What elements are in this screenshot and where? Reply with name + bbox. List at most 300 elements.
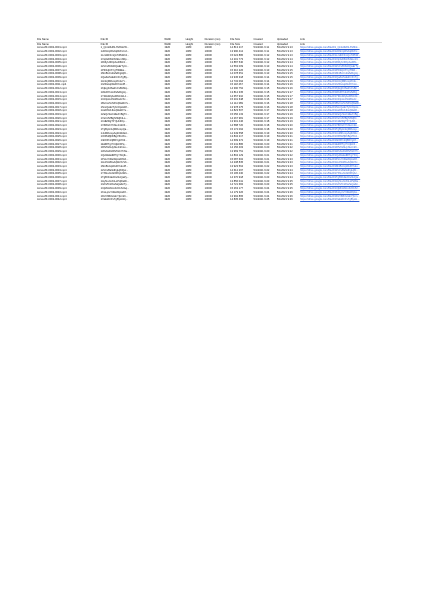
file-link[interactable]: https://drive.google.com/file/d/1xD9ntpWvKqRzFc... <box>300 50 360 54</box>
table-cell: 5/1/2021 9:19 <box>253 135 270 139</box>
table-cell: 10000 <box>204 183 212 187</box>
table-cell: 5/1/2021 9:15 <box>253 94 270 98</box>
table-cell: 1920 <box>164 94 171 98</box>
column-header[interactable]: Duration (ms) <box>204 38 229 42</box>
table-cell: Arcus-8F-0002-0001.mp4 <box>37 46 67 50</box>
table-cell: 5/1/2021 9:11 <box>253 50 270 54</box>
file-link[interactable]: https://drive.google.com/file/d/1PoIuYtReWqAsDf... <box>300 157 359 161</box>
table-cell: 14 238 835 <box>230 161 244 165</box>
table-cell: 5/1/2021 9:21 <box>253 161 270 165</box>
table-cell: 5/1/2021 9:22 <box>276 146 293 150</box>
column-subheader: Uploaded <box>276 42 288 46</box>
table-cell: 1920 <box>164 101 171 105</box>
table-cell: 13 887 540 <box>230 61 244 65</box>
file-link[interactable]: https://drive.google.com/file/d/1QaZwSxEdCrFvTg... <box>300 76 360 80</box>
table-cell: 1080 <box>185 187 192 191</box>
file-link[interactable]: https://drive.google.com/file/d/1GfDsAqWeRtYuIo... <box>300 83 359 87</box>
table-cell: 5/1/2021 9:17 <box>276 90 293 94</box>
table-cell: Arcus-8F-0002-0035.mp4 <box>37 172 67 176</box>
table-cell: 1080 <box>185 46 192 50</box>
table-cell: 1080 <box>185 183 192 187</box>
table-cell: 10000 <box>204 135 212 139</box>
table-cell: 1080 <box>185 124 192 128</box>
table-cell: 5/1/2021 9:20 <box>253 150 270 154</box>
table-cell: 1080 <box>185 64 192 68</box>
table-cell: 10000 <box>204 187 212 191</box>
table-cell: 10000 <box>204 109 212 113</box>
table-cell: 1920 <box>164 57 171 61</box>
table-cell: 15 263 177 <box>230 187 244 191</box>
table-cell: 1080 <box>185 113 192 117</box>
table-cell: 5/1/2021 9:11 <box>253 46 270 50</box>
table-cell: 5/1/2021 9:18 <box>253 120 270 124</box>
file-link[interactable]: https://drive.google.com/file/d/1KjHgFdSaZxCvBn... <box>300 87 360 91</box>
file-link[interactable]: https://drive.google.com/file/d/1TgBrFvEdCwSxQa... <box>300 176 361 180</box>
table-cell: 14 370 918 <box>230 176 244 180</box>
table-cell: 5/1/2021 9:20 <box>276 127 293 131</box>
table-cell: 5/1/2021 9:22 <box>276 153 293 157</box>
column-header[interactable]: Created <box>252 38 275 42</box>
column-subheader: File Name <box>37 42 49 46</box>
table-cell: 14 114 389 <box>230 101 243 105</box>
table-cell: 10000 <box>204 138 212 142</box>
file-link[interactable]: https://drive.google.com/file/d/1UjMnHbGvFcDxSz... <box>300 187 360 191</box>
table-cell: 10000 <box>204 113 212 117</box>
table-cell: 14 699 372 <box>230 138 244 142</box>
table-cell: Arcus-8F-0002-0028.mp4 <box>37 146 67 150</box>
table-cell: 5/1/2021 9:22 <box>253 168 270 172</box>
table-cell: 1920 <box>164 142 171 146</box>
table-head <box>36 38 382 46</box>
table-cell: 1920 <box>164 135 171 139</box>
table-cell: 10000 <box>204 61 212 65</box>
table-cell: 10000 <box>204 131 212 135</box>
table-cell: 1QaWsEdRfTgYhUjIk... <box>100 153 128 157</box>
table-cell: 10000 <box>204 161 212 165</box>
table-cell: 1080 <box>185 105 192 109</box>
table-cell: 5/1/2021 9:17 <box>253 113 270 117</box>
table-cell: 5/1/2021 9:24 <box>276 172 293 176</box>
table-cell: 14 835 493 <box>230 198 244 202</box>
table-cell: 5/1/2021 9:17 <box>276 94 293 98</box>
table-cell: 1080 <box>185 98 192 102</box>
table-cell: 1080 <box>185 172 192 176</box>
table-cell: 1920 <box>164 168 171 172</box>
table-cell: 14 078 651 <box>230 72 244 76</box>
table-cell: 10000 <box>204 194 212 198</box>
table-cell: 5/1/2021 9:17 <box>253 116 270 120</box>
file-link[interactable]: https://drive.google.com/file/d/1MnBvCqWeRtYuIo... <box>300 164 360 168</box>
table-cell: 1TgBrFvEdCwSxQaZy... <box>100 176 129 180</box>
table-cell: Arcus-8F-0002-0012.mp4 <box>37 87 67 91</box>
column-header[interactable]: Link <box>299 38 382 42</box>
table-cell: 1920 <box>164 61 171 65</box>
table-cell: 1920 <box>164 190 171 194</box>
table-cell: 10000 <box>204 120 212 124</box>
table-cell: 10000 <box>204 150 212 154</box>
table-cell: 5/1/2021 9:19 <box>276 120 293 124</box>
table-cell: 5/1/2021 9:18 <box>276 109 293 113</box>
file-link[interactable]: https://drive.google.com/file/d/1IkOlPmNjBhVgCf... <box>300 138 359 142</box>
table-cell: 5/1/2021 9:19 <box>253 138 270 142</box>
table-cell: Arcus-8F-0002-0015.mp4 <box>37 98 67 102</box>
table-cell: 1KoLpIuYtReWqAsDf... <box>100 190 128 194</box>
file-link[interactable]: https://drive.google.com/file/d/1Vq3sDfGh8JkLmN... <box>300 57 360 61</box>
table-cell: 13 992 865 <box>230 194 244 198</box>
table-cell: Arcus-8F-0002-0016.mp4 <box>37 101 67 105</box>
table-cell: 1920 <box>164 120 171 124</box>
table-cell: 5/1/2021 9:14 <box>276 64 293 68</box>
table-cell: 1080 <box>185 150 192 154</box>
table-cell: 1080 <box>185 76 192 80</box>
table-cell: 5/1/2021 9:16 <box>276 87 293 91</box>
table-cell: Arcus-8F-0002-0030.mp4 <box>37 153 67 157</box>
table-cell: 10000 <box>204 168 212 172</box>
table-cell: 1080 <box>185 120 192 124</box>
table-cell: 5/1/2021 9:19 <box>253 131 270 135</box>
table-cell: Arcus-8F-0002-0037.mp4 <box>37 179 67 183</box>
table-cell: 1080 <box>185 142 192 146</box>
table-cell: 1UiOpLkJhGfDsAzXc... <box>100 98 128 102</box>
file-link[interactable]: https://drive.google.com/file/d/1OlPkMjNhBgVfCd... <box>300 135 359 139</box>
file-link[interactable]: https://drive.google.com/file/d/1LkJhGfDsAqWzXc... <box>300 161 360 165</box>
table-cell: 1ZxCvBnM2QwErTyUi... <box>100 64 129 68</box>
table-cell: 1GfDsAqWeRtYuIoPl... <box>100 83 128 87</box>
table-cell: 5/1/2021 9:20 <box>253 142 270 146</box>
table-cell: 5/1/2021 9:24 <box>276 176 293 180</box>
table-cell: 14 804 129 <box>230 153 244 157</box>
table-cell: 1080 <box>185 179 192 183</box>
table-cell: 1920 <box>164 109 171 113</box>
file-link[interactable]: https://drive.google.com/file/d/1HyNuJmKiLoPqWe... <box>300 179 361 183</box>
table-cell: 1080 <box>185 72 192 76</box>
table-cell: 5/1/2021 9:19 <box>276 113 293 117</box>
file-link[interactable]: https://drive.google.com/file/d/1WeRtYuIoPaSdFg... <box>300 90 360 94</box>
file-link[interactable]: https://drive.google.com/file/d/1CdEfRgThYjUkIl... <box>300 120 358 124</box>
file-link[interactable]: https://drive.google.com/file/d/1_Qmk3H81-6V8nk... <box>300 46 360 50</box>
table-cell: Arcus-8F-0002-0017.mp4 <box>37 105 67 109</box>
table-cell: 5/1/2021 9:14 <box>253 76 270 80</box>
table-cell: Arcus-8F-0002-0020.mp4 <box>37 116 67 120</box>
table-cell: 1920 <box>164 172 171 176</box>
table-cell: Arcus-8F-0002-0010.mp4 <box>37 79 67 83</box>
table-cell: 1920 <box>164 79 171 83</box>
table-cell: 1HyNuJmKiLoPqWeRt... <box>100 179 130 183</box>
file-link[interactable]: https://drive.google.com/file/d/1BvCxZmNbVqWeRt... <box>300 101 362 105</box>
table-cell: 5/1/2021 9:14 <box>253 83 270 87</box>
table-cell: 1Rt6yUi9OpAsDfGhJ... <box>100 61 128 65</box>
table-cell: 13 834 217 <box>230 135 244 139</box>
file-link[interactable]: https://drive.google.com/file/d/1TgByHnUjMiKoLp... <box>300 127 359 131</box>
table-cell: 1920 <box>164 146 171 150</box>
table-cell: 15 087 602 <box>230 157 244 161</box>
table-cell: 5/1/2021 9:15 <box>276 68 293 72</box>
table-cell: 13 812 335 <box>230 90 244 94</box>
table-cell: 5/1/2021 9:26 <box>276 190 293 194</box>
table-cell: 1080 <box>185 153 192 157</box>
table-cell: 1WsXeDcRfVtGbYhNu... <box>100 150 130 154</box>
table-cell: 1920 <box>164 64 171 68</box>
table-cell: 1080 <box>185 61 192 65</box>
table-cell: 5/1/2021 9:14 <box>276 57 293 61</box>
table-cell: 1QaZwSxEdCrFvTgBy... <box>100 76 129 80</box>
table-cell: 5/1/2021 9:13 <box>253 68 270 72</box>
table-cell: 5/1/2021 9:22 <box>253 164 270 168</box>
table-cell: Arcus-8F-0002-0039.mp4 <box>37 187 67 191</box>
table-cell: Arcus-8F-0002-0025.mp4 <box>37 135 67 139</box>
column-header[interactable]: File Name <box>36 38 100 42</box>
table-cell: 5/1/2021 9:17 <box>276 98 293 102</box>
table-cell: 1920 <box>164 87 171 91</box>
table-cell: 1920 <box>164 127 171 131</box>
table-cell: 5/1/2021 9:23 <box>276 157 293 161</box>
table-body <box>36 46 382 202</box>
table-cell: 14 612 297 <box>230 168 244 172</box>
table-cell: 1MnBvCqWeRtYuIoPl... <box>100 164 129 168</box>
table-cell: Arcus-8F-0002-0011.mp4 <box>37 83 67 87</box>
table-cell: 1080 <box>185 131 192 135</box>
table-cell: Arcus-8F-0002-0027.mp4 <box>37 142 67 146</box>
table-cell: 14 179 326 <box>230 190 244 194</box>
table-cell: Arcus-8F-0002-0023.mp4 <box>37 127 67 131</box>
table-cell: 14 721 684 <box>230 183 244 187</box>
table-cell: 1080 <box>185 135 192 139</box>
table-cell: 5/1/2021 9:20 <box>276 131 293 135</box>
table-cell: 5/1/2021 9:25 <box>276 187 293 191</box>
column-subheader: File Size <box>230 42 241 46</box>
table-cell: Arcus-8F-0002-0040.mp4 <box>37 190 67 194</box>
file-link[interactable]: https://drive.google.com/file/d/1WsXeDcRfVtGbYh... <box>300 150 360 154</box>
table-row <box>36 198 382 202</box>
file-link[interactable]: https://drive.google.com/file/d/1DcVfRbGtHnYjUm... <box>300 194 360 198</box>
column-subheader: Created <box>253 42 263 46</box>
file-link[interactable]: https://drive.google.com/file/d/1RfVtGbHyNuJmKi... <box>300 146 359 150</box>
table-cell: 1_Qmk3H81-6V8nkrW... <box>100 46 129 50</box>
table-cell: 10000 <box>204 83 212 87</box>
column-header[interactable]: Height <box>185 38 204 42</box>
table-cell: 13 990 412 <box>230 50 244 54</box>
table-cell: Arcus-8F-0002-0006.mp4 <box>37 64 67 68</box>
table-cell: 1080 <box>185 190 192 194</box>
column-subheader: Duration (ms) <box>204 42 221 46</box>
file-link[interactable]: https://drive.google.com/file/d/1MnBvCxZaSdFgHj... <box>300 72 360 76</box>
table-cell: 5/1/2021 9:15 <box>276 76 293 80</box>
table-cell: 5/1/2021 9:13 <box>276 46 293 50</box>
table-cell: 1080 <box>185 50 192 54</box>
table-cell: 10000 <box>204 116 212 120</box>
file-link[interactable]: https://drive.google.com/file/d/1UiOpLkJhGfDsAz... <box>300 98 359 102</box>
file-link[interactable]: https://drive.google.com/file/d/1AsDfGhJkLqWeRt... <box>300 109 360 113</box>
table-cell: 5/1/2021 9:14 <box>276 61 293 65</box>
file-link[interactable]: https://drive.google.com/file/d/1NmQwErTyUiOpAs... <box>300 105 361 109</box>
table-cell: Arcus-8F-0002-0024.mp4 <box>37 131 67 135</box>
file-link[interactable]: https://drive.google.com/file/d/1Rt6yUi9OpAsDfG... <box>300 61 359 65</box>
table-cell: 1080 <box>185 157 192 161</box>
table-cell: 1ZxCvBaSdFgHjKlQw... <box>100 168 129 172</box>
column-subheader: Height <box>185 42 194 46</box>
table-cell: 15 056 133 <box>230 113 244 117</box>
table-cell: 5/1/2021 9:15 <box>276 72 293 76</box>
table-cell: 10000 <box>204 87 212 91</box>
table-cell: 13 923 564 <box>230 164 244 168</box>
column-header[interactable]: Width <box>163 38 184 42</box>
table-cell: 1920 <box>164 113 171 117</box>
column-header[interactable]: File Size <box>229 38 252 42</box>
table-cell: 5/1/2021 9:21 <box>276 142 293 146</box>
table-cell: 5/1/2021 9:24 <box>253 187 270 191</box>
file-link[interactable]: https://drive.google.com/file/d/1ZxCvBnM2QwErTy... <box>300 64 361 68</box>
table-cell: 5/1/2021 9:24 <box>253 190 270 194</box>
table-cell: 1920 <box>164 90 171 94</box>
table-cell: Arcus-8F-0002-0038.mp4 <box>37 183 67 187</box>
table-cell: Arcus-8F-0002-0013.mp4 <box>37 90 67 94</box>
table-cell: 1XsEdCrFvTgByHnUj... <box>100 198 128 202</box>
table-cell: 5/1/2021 9:25 <box>276 179 293 183</box>
table-cell: 1920 <box>164 194 171 198</box>
table-cell: 14 201 773 <box>230 57 244 61</box>
table-cell: 1920 <box>164 124 171 128</box>
file-link[interactable]: https://drive.google.com/file/d/1KoLpIuYtReWqAs... <box>300 190 360 194</box>
table-cell: 1920 <box>164 138 171 142</box>
table-cell: 1920 <box>164 131 171 135</box>
table-cell: 10000 <box>204 146 212 150</box>
table-cell: 1080 <box>185 116 192 120</box>
table-cell: 1GbVfCdXsZaQwErTy... <box>100 183 129 187</box>
column-header[interactable]: File ID <box>100 38 164 42</box>
table-cell: 14 657 910 <box>230 94 244 98</box>
table-cell: 1920 <box>164 83 171 87</box>
table-cell: 10000 <box>204 57 212 61</box>
table-cell: 1080 <box>185 138 192 142</box>
table-cell: 5/1/2021 9:22 <box>276 150 293 154</box>
table-cell: 1920 <box>164 50 171 54</box>
table-cell: 1080 <box>185 161 192 165</box>
table-cell: 1080 <box>185 101 192 105</box>
table-cell: 10000 <box>204 76 212 80</box>
column-subheader: File ID <box>100 42 109 46</box>
table-cell: Arcus-8F-0002-0031.mp4 <box>37 157 67 161</box>
table-cell: 1080 <box>185 168 192 172</box>
table-cell: 5/1/2021 9:25 <box>253 198 270 202</box>
table-cell: 10000 <box>204 46 212 50</box>
table-cell: 1080 <box>185 127 192 131</box>
table-cell: 5/1/2021 9:18 <box>253 124 270 128</box>
table-cell: Arcus-8F-0002-0036.mp4 <box>37 176 67 180</box>
table-cell: 1080 <box>185 79 192 83</box>
table-cell: 5/1/2021 9:21 <box>276 138 293 142</box>
table-cell: 15 310 226 <box>230 68 244 72</box>
table-cell: 1xD9ntpWvKqRzFc1tJ... <box>100 50 129 54</box>
file-link[interactable]: https://drive.google.com/file/d/1XsCdVfBgNhMjKi... <box>300 116 359 120</box>
table-cell: 1PlOkIjUhYgTfRdEs... <box>100 68 127 72</box>
table-cell: 1920 <box>164 53 171 57</box>
table-cell: 10000 <box>204 157 212 161</box>
table-cell: 5/1/2021 9:21 <box>253 157 270 161</box>
file-link[interactable]: https://drive.google.com/file/d/1ZaQxSwCdEvFrBg... <box>300 113 361 117</box>
table-cell: 1920 <box>164 164 171 168</box>
table-cell: 5/1/2021 9:23 <box>253 179 270 183</box>
file-link[interactable]: https://drive.google.com/file/d/1ZxCvBaSdFgHjKl... <box>300 168 359 172</box>
table-cell: 5/1/2021 9:21 <box>276 135 293 139</box>
table-cell: 5/1/2021 9:23 <box>276 164 293 168</box>
table-cell: 5/1/2021 9:25 <box>276 183 293 187</box>
file-link[interactable]: https://drive.google.com/file/d/1PlOkIjUhYgTfRd... <box>300 68 358 72</box>
table-cell: Arcus-8F-0002-0041.mp4 <box>37 194 67 198</box>
table-cell: 1PoIuYtReWqAsDfGh... <box>100 157 129 161</box>
table-cell: 10000 <box>204 53 212 57</box>
file-link[interactable]: https://drive.google.com/file/d/1LzHbF0mQs7tPkW... <box>300 53 361 57</box>
table-cell: 5/1/2021 9:22 <box>253 172 270 176</box>
table-cell: 1920 <box>164 179 171 183</box>
file-link[interactable]: https://drive.google.com/file/d/1QaWsEdRfTgYhUj... <box>300 153 360 157</box>
table-cell: 5/1/2021 9:13 <box>276 50 293 54</box>
table-cell: 1CdEfRgThYjUkIlOp... <box>100 120 127 124</box>
table-cell: 15 195 430 <box>230 172 244 176</box>
table-cell: 1080 <box>185 90 192 94</box>
table-cell: 10000 <box>204 68 212 72</box>
table-cell: 5/1/2021 9:24 <box>276 168 293 172</box>
file-link[interactable]: https://drive.google.com/file/d/1YtReWqAsDfGhJk... <box>300 94 360 98</box>
table-cell: 1WeRtYuIoPaSdFgHj... <box>100 90 128 94</box>
table-cell: 10000 <box>204 127 212 131</box>
table-cell: 5/1/2021 9:19 <box>276 116 293 120</box>
table-cell: 1HnUjMiKoLpPoIuYt... <box>100 79 127 83</box>
table-cell: 1920 <box>164 76 171 80</box>
file-list-table <box>36 38 382 202</box>
table-cell: 5/1/2021 9:16 <box>276 79 293 83</box>
file-link[interactable]: https://drive.google.com/file/d/1JuMiKoLpAqZsWx... <box>300 131 360 135</box>
file-link[interactable]: https://drive.google.com/file/d/1EdRfTgYhUjIkOl... <box>300 142 358 146</box>
file-link[interactable]: https://drive.google.com/file/d/1XsEdCrFvTgByHn... <box>300 198 360 202</box>
table-cell: 5/1/2021 9:23 <box>276 161 293 165</box>
table-cell: 5/1/2021 9:13 <box>276 53 293 57</box>
table-cell: 10000 <box>204 153 212 157</box>
table-cell: 10000 <box>204 79 212 83</box>
table-cell: 5/1/2021 9:15 <box>253 87 270 91</box>
table-cell: 1IkOlPmNjBhVgCfXd... <box>100 138 128 142</box>
table-cell: 14 267 981 <box>230 116 244 120</box>
table-cell: 10000 <box>204 50 212 54</box>
table-cell: Arcus-8F-0002-0007.mp4 <box>37 68 67 72</box>
table-cell: 10000 <box>204 198 212 202</box>
table-cell: 14 563 009 <box>230 64 244 68</box>
file-link[interactable]: https://drive.google.com/file/d/1YhNuJmIkOlPqAz... <box>300 172 359 176</box>
table-cell: 15 172 094 <box>230 127 244 131</box>
table-cell: 10000 <box>204 94 212 98</box>
table-cell: 5/1/2021 9:13 <box>253 72 270 76</box>
table-cell: 1080 <box>185 198 192 202</box>
file-link[interactable]: https://drive.google.com/file/d/1VfRtGbYhNuJmIk... <box>300 124 359 128</box>
table-cell: 5/1/2021 9:12 <box>253 61 270 65</box>
table-cell: 1LzHbF0mQs7tPkWx2... <box>100 53 130 57</box>
table-cell: 5/1/2021 9:20 <box>253 146 270 150</box>
file-link[interactable]: https://drive.google.com/file/d/1HnUjMiKoLpPoIu... <box>300 79 359 83</box>
table-cell: 10000 <box>204 72 212 76</box>
table-cell: 1920 <box>164 116 171 120</box>
table-cell: 14 813 217 <box>230 46 244 50</box>
file-link[interactable]: https://drive.google.com/file/d/1GbVfCdXsZaQwEr... <box>300 183 360 187</box>
table-cell: 5/1/2021 9:18 <box>253 127 270 131</box>
table-cell: 5/1/2021 9:20 <box>276 124 293 128</box>
table-cell: 1920 <box>164 157 171 161</box>
column-header[interactable]: Uploaded <box>276 38 299 42</box>
table-cell: 13 945 318 <box>230 76 244 80</box>
table-cell: Arcus-8F-0002-0022.mp4 <box>37 124 67 128</box>
table-cell: Arcus-8F-0002-0002.mp4 <box>37 50 67 54</box>
table-cell: 1920 <box>164 72 171 76</box>
table-cell: 1920 <box>164 46 171 50</box>
table-cell: 10000 <box>204 164 212 168</box>
